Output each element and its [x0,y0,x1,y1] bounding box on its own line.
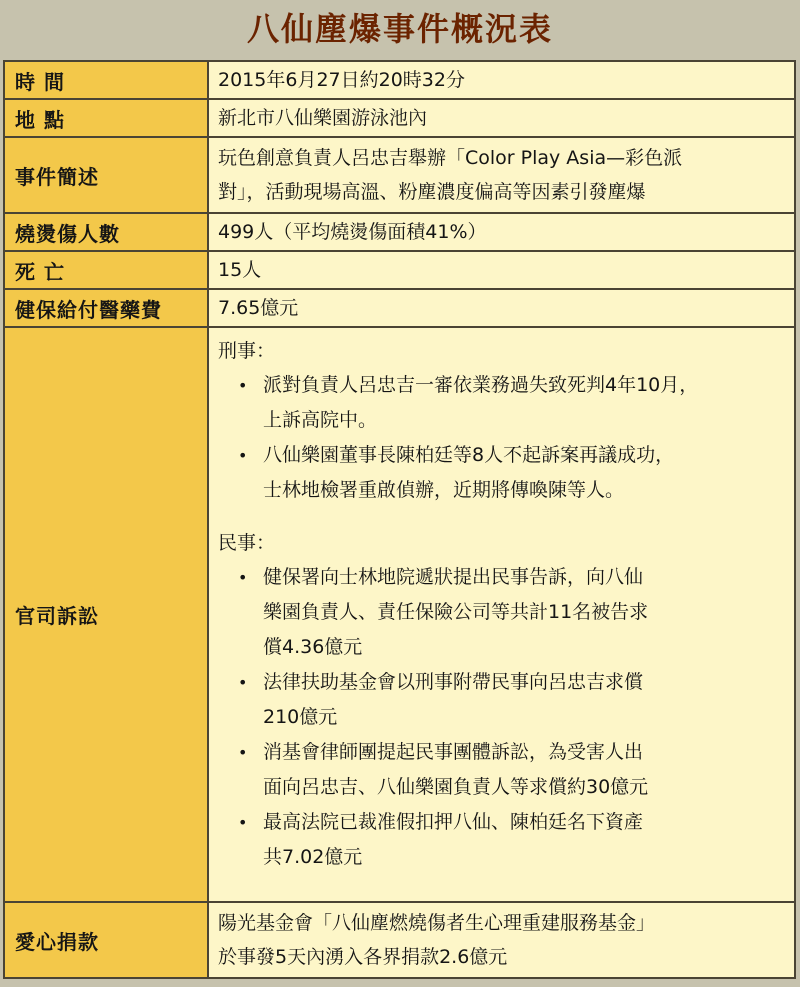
row-deaths [4,251,795,289]
bullet-icon: • [238,813,248,832]
summary-line-1: 玩色創意負責人呂忠吉舉辦「Color Play Asia—彩色派 [218,147,683,169]
value-medical: 7.65億元 [208,289,795,327]
civil-item [218,665,794,735]
civil-item-line: 最高法院已裁准假扣押八仙、陳柏廷名下資產 [263,811,644,833]
civil-item-line: 共7.02億元 [263,846,363,868]
page-title: 八仙塵爆事件概況表 [246,10,553,48]
civil-item-line: 健保署向士林地院遞狀提出民事告訴，向八仙 [263,566,644,588]
row-place [4,99,795,137]
donation-line-1: 陽光基金會「八仙塵燃燒傷者生心理重建服務基金」 [218,912,656,934]
value-summary [208,137,795,213]
summary-line-2: 對」，活動現場高溫、粉塵濃度偏高等因素引發塵爆 [218,181,646,203]
row-time [4,61,795,99]
label-donation: 愛心捐款 [4,902,208,978]
civil-item-line: 法律扶助基金會以刑事附帶民事向呂忠吉求償 [263,671,644,693]
criminal-item [218,368,794,438]
criminal-item [218,438,794,508]
value-donation [208,902,795,978]
overview-table [3,60,796,979]
value-time: 2015年6月27日約20時32分 [208,61,795,99]
civil-item-line: 210億元 [263,706,338,728]
row-medical [4,289,795,327]
row-lawsuit [4,327,795,902]
label-injured: 燒燙傷人數 [4,213,208,251]
criminal-title: 刑事： [218,340,276,362]
civil-list [218,560,794,875]
civil-item-line: 消基會律師團提起民事團體訴訟，為受害人出 [263,741,644,763]
civil-title: 民事： [218,532,276,554]
value-place: 新北市八仙樂園游泳池內 [208,99,795,137]
row-summary [4,137,795,213]
civil-item-line: 面向呂忠吉、八仙樂園負責人等求償約30億元 [263,776,649,798]
label-summary: 事件簡述 [4,137,208,213]
civil-item-line: 償4.36億元 [263,636,363,658]
bullet-icon: • [238,673,248,692]
label-medical: 健保給付醫藥費 [4,289,208,327]
criminal-item-line: 士林地檢署重啟偵辦，近期將傳喚陳等人。 [263,479,625,501]
value-lawsuit [208,327,795,902]
bullet-icon: • [238,568,248,587]
bullet-icon: • [238,743,248,762]
civil-item [218,560,794,665]
civil-item [218,735,794,805]
criminal-item-line: 八仙樂園董事長陳柏廷等8人不起訴案再議成功， [263,444,675,466]
value-deaths: 15人 [208,251,795,289]
label-deaths: 死 亡 [4,251,208,289]
bullet-icon: • [238,446,248,465]
donation-line-2: 於事發5天內湧入各界捐款2.6億元 [218,946,508,968]
civil-item-line: 樂園負責人、責任保險公司等共計11名被告求 [263,601,649,623]
label-lawsuit: 官司訴訟 [4,327,208,902]
label-time: 時 間 [4,61,208,99]
label-place: 地 點 [4,99,208,137]
civil-item [218,805,794,875]
bullet-icon: • [238,376,248,395]
criminal-item-line: 派對負責人呂忠吉一審依業務過失致死判4年10月， [263,374,699,396]
row-injured [4,213,795,251]
criminal-list [218,368,794,508]
row-donation [4,902,795,978]
value-injured: 499人（平均燒燙傷面積41%） [208,213,795,251]
criminal-item-line: 上訴高院中。 [263,409,378,431]
